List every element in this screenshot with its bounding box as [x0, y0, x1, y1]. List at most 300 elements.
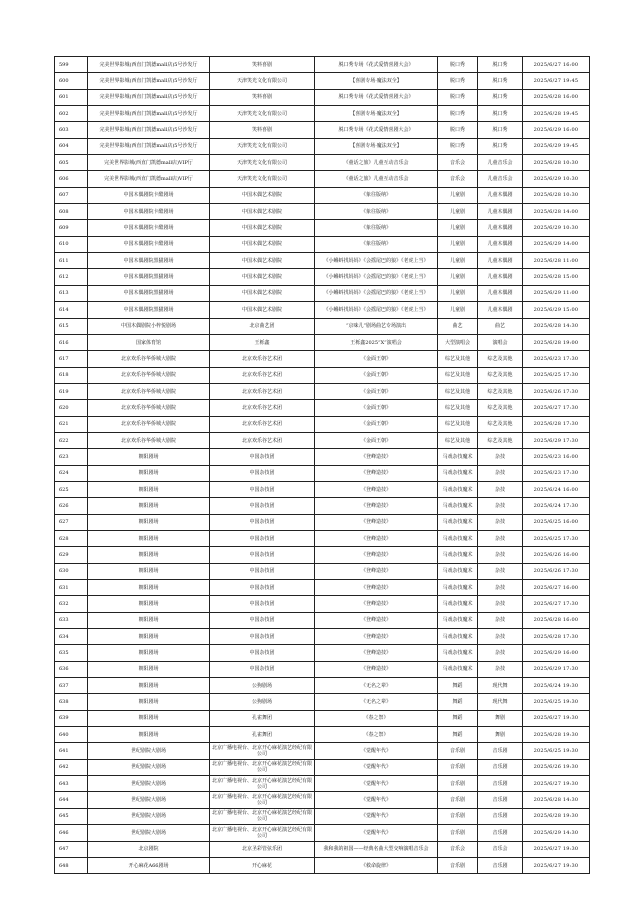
row-number-cell: 608 — [55, 204, 88, 220]
genre-cell: 马戏杂技魔术 — [438, 580, 478, 596]
venue-cell: 北京欢乐谷华侨城大剧院 — [88, 351, 210, 367]
row-number-cell: 602 — [55, 106, 88, 122]
row-number-cell: 646 — [55, 825, 88, 841]
organizer-cell: 北京广播电视台、北京开心麻花演艺经纪有限公司 — [210, 759, 315, 775]
row-number-cell: 614 — [55, 302, 88, 318]
row-number-cell: 633 — [55, 612, 88, 628]
venue-cell: 朝阳剧场 — [88, 612, 210, 628]
program-title-cell: 《登峰造技》 — [315, 629, 438, 645]
category-cell: 音乐会 — [478, 841, 523, 857]
datetime-cell: 2025/6/27 19:30 — [523, 857, 590, 873]
venue-cell: 中国木偶剧院黑猫剧场 — [88, 253, 210, 269]
datetime-cell: 2025/6/23 17:30 — [523, 351, 590, 367]
table-row — [55, 416, 590, 432]
genre-cell: 脱口秀 — [438, 57, 478, 73]
organizer-cell: 北京欢乐谷艺术团 — [210, 351, 315, 367]
datetime-cell: 2025/6/26 17:30 — [523, 383, 590, 399]
venue-cell: 世纪剧院大剧场 — [88, 792, 210, 808]
row-number-cell: 623 — [55, 449, 88, 465]
program-title-cell: 《春之祭》 — [315, 727, 438, 743]
row-number-cell: 601 — [55, 89, 88, 105]
genre-cell: 马戏杂技魔术 — [438, 514, 478, 530]
datetime-cell: 2025/6/24 17:30 — [523, 498, 590, 514]
table-row — [55, 367, 590, 383]
genre-cell: 音乐剧 — [438, 808, 478, 824]
program-title-cell: 《救命旋律》 — [315, 857, 438, 873]
venue-cell: 完美世界影城(西直门凯德mall店)5号沙发厅 — [88, 57, 210, 73]
genre-cell: 马戏杂技魔术 — [438, 612, 478, 628]
organizer-cell: 中国木偶艺术剧院 — [210, 302, 315, 318]
datetime-cell: 2025/6/25 17:30 — [523, 530, 590, 546]
organizer-cell: 开心麻花 — [210, 857, 315, 873]
row-number-cell: 622 — [55, 432, 88, 448]
datetime-cell: 2025/6/26 16:00 — [523, 547, 590, 563]
category-cell: 音乐剧 — [478, 792, 523, 808]
category-cell: 综艺及其他 — [478, 367, 523, 383]
datetime-cell: 2025/6/27 19:30 — [523, 776, 590, 792]
row-number-cell: 639 — [55, 710, 88, 726]
table-row — [55, 155, 590, 171]
organizer-cell: 天津笑光文化有限公司 — [210, 138, 315, 154]
program-title-cell: 《无名之辈》 — [315, 678, 438, 694]
venue-cell: 完美世界影城(西直门凯德mall店)VIP厅 — [88, 171, 210, 187]
organizer-cell: 北京欢乐谷艺术团 — [210, 432, 315, 448]
program-title-cell: 《觉醒年代》 — [315, 759, 438, 775]
venue-cell: 朝阳剧场 — [88, 580, 210, 596]
table-row — [55, 302, 590, 318]
organizer-cell: 北京广播电视台、北京开心麻花演艺经纪有限公司 — [210, 743, 315, 759]
table-row — [55, 808, 590, 824]
organizer-cell: 天津笑光文化有限公司 — [210, 106, 315, 122]
table-row — [55, 661, 590, 677]
organizer-cell: 中国杂技团 — [210, 661, 315, 677]
venue-cell: 朝阳剧场 — [88, 629, 210, 645]
row-number-cell: 612 — [55, 269, 88, 285]
organizer-cell: 笑料喜剧 — [210, 122, 315, 138]
datetime-cell: 2025/6/27 17:30 — [523, 596, 590, 612]
genre-cell: 儿童剧 — [438, 220, 478, 236]
genre-cell: 马戏杂技魔术 — [438, 498, 478, 514]
category-cell: 脱口秀 — [478, 89, 523, 105]
organizer-cell: 北京曲艺团 — [210, 318, 315, 334]
category-cell: 综艺及其他 — [478, 432, 523, 448]
datetime-cell: 2025/6/29 19:45 — [523, 138, 590, 154]
organizer-cell: 公狗剧场 — [210, 694, 315, 710]
program-title-cell: 《登峰造技》 — [315, 645, 438, 661]
program-title-cell: 【喜剧专场·魔法双全】 — [315, 138, 438, 154]
datetime-cell: 2025/6/24 16:00 — [523, 481, 590, 497]
row-number-cell: 620 — [55, 400, 88, 416]
datetime-cell: 2025/6/28 17:30 — [523, 629, 590, 645]
table-row — [55, 187, 590, 203]
program-title-cell: 《金面王朝》 — [315, 383, 438, 399]
program-title-cell: 《金面王朝》 — [315, 432, 438, 448]
genre-cell: 舞蹈 — [438, 727, 478, 743]
venue-cell: 朝阳剧场 — [88, 481, 210, 497]
table-row — [55, 318, 590, 334]
datetime-cell: 2025/6/29 11:00 — [523, 285, 590, 301]
genre-cell: 脱口秀 — [438, 89, 478, 105]
organizer-cell: 孔雀舞团 — [210, 727, 315, 743]
organizer-cell: 中国杂技团 — [210, 449, 315, 465]
organizer-cell: 北京广播电视台、北京开心麻花演艺经纪有限公司 — [210, 825, 315, 841]
datetime-cell: 2025/6/28 10:30 — [523, 187, 590, 203]
organizer-cell: 中国杂技团 — [210, 498, 315, 514]
row-number-cell: 616 — [55, 334, 88, 350]
row-number-cell: 625 — [55, 481, 88, 497]
organizer-cell: 中国杂技团 — [210, 530, 315, 546]
program-title-cell: 《金面王朝》 — [315, 416, 438, 432]
table-row — [55, 759, 590, 775]
genre-cell: 马戏杂技魔术 — [438, 481, 478, 497]
datetime-cell: 2025/6/23 17:30 — [523, 465, 590, 481]
datetime-cell: 2025/6/28 15:00 — [523, 269, 590, 285]
venue-cell: 世纪剧院大剧场 — [88, 776, 210, 792]
table-row — [55, 547, 590, 563]
venue-cell: 北京欢乐谷华侨城大剧院 — [88, 400, 210, 416]
program-title-cell: 《童话之旅》儿童互动音乐会 — [315, 171, 438, 187]
venue-cell: 开心麻花A66剧场 — [88, 857, 210, 873]
datetime-cell: 2025/6/28 19:00 — [523, 334, 590, 350]
row-number-cell: 615 — [55, 318, 88, 334]
table-row — [55, 57, 590, 73]
venue-cell: 完美世界影城(西直门凯德mall店)5号沙发厅 — [88, 73, 210, 89]
table-row — [55, 612, 590, 628]
row-number-cell: 618 — [55, 367, 88, 383]
genre-cell: 音乐剧 — [438, 759, 478, 775]
venue-cell: 北京欢乐谷华侨城大剧院 — [88, 416, 210, 432]
category-cell: 杂技 — [478, 547, 523, 563]
table-row — [55, 825, 590, 841]
program-title-cell: 脱口秀专场《花式爱情喜剧大会》 — [315, 89, 438, 105]
datetime-cell: 2025/6/28 11:00 — [523, 253, 590, 269]
row-number-cell: 637 — [55, 678, 88, 694]
category-cell: 儿童木偶剧 — [478, 204, 523, 220]
category-cell: 儿童木偶剧 — [478, 220, 523, 236]
venue-cell: 北京欢乐谷华侨城大剧院 — [88, 383, 210, 399]
program-title-cell: 脱口秀专场《花式爱情喜剧大会》 — [315, 122, 438, 138]
program-title-cell: 《登峰造技》 — [315, 547, 438, 563]
datetime-cell: 2025/6/28 17:30 — [523, 416, 590, 432]
venue-cell: 朝阳剧场 — [88, 498, 210, 514]
datetime-cell: 2025/6/25 17:30 — [523, 367, 590, 383]
organizer-cell: 中国杂技团 — [210, 629, 315, 645]
organizer-cell: 北京圣彩管弦乐团 — [210, 841, 315, 857]
genre-cell: 综艺及其他 — [438, 351, 478, 367]
datetime-cell: 2025/6/28 19:30 — [523, 727, 590, 743]
organizer-cell: 笑料喜剧 — [210, 57, 315, 73]
table-row — [55, 220, 590, 236]
category-cell: 杂技 — [478, 514, 523, 530]
venue-cell: 世纪剧院大剧场 — [88, 743, 210, 759]
datetime-cell: 2025/6/25 19:30 — [523, 743, 590, 759]
table-row — [55, 383, 590, 399]
venue-cell: 完美世界影城(西直门凯德mall店)5号沙发厅 — [88, 138, 210, 154]
table-row — [55, 106, 590, 122]
venue-cell: 朝阳剧场 — [88, 661, 210, 677]
venue-cell: 朝阳剧场 — [88, 710, 210, 726]
venue-cell: 朝阳剧场 — [88, 563, 210, 579]
organizer-cell: 北京欢乐谷艺术团 — [210, 383, 315, 399]
venue-cell: 朝阳剧场 — [88, 727, 210, 743]
program-title-cell: 《觉醒年代》 — [315, 743, 438, 759]
datetime-cell: 2025/6/29 17:30 — [523, 661, 590, 677]
category-cell: 杂技 — [478, 645, 523, 661]
table-row — [55, 710, 590, 726]
organizer-cell: 笑料喜剧 — [210, 89, 315, 105]
datetime-cell: 2025/6/25 19:30 — [523, 694, 590, 710]
datetime-cell: 2025/6/28 14:00 — [523, 204, 590, 220]
category-cell: 杂技 — [478, 629, 523, 645]
datetime-cell: 2025/6/27 19:30 — [523, 710, 590, 726]
category-cell: 舞剧 — [478, 727, 523, 743]
organizer-cell: 中国木偶艺术剧院 — [210, 204, 315, 220]
venue-cell: 世纪剧院大剧场 — [88, 759, 210, 775]
organizer-cell: 北京广播电视台、北京开心麻花演艺经纪有限公司 — [210, 776, 315, 792]
organizer-cell: 中国木偶艺术剧院 — [210, 285, 315, 301]
organizer-cell: 北京广播电视台、北京开心麻花演艺经纪有限公司 — [210, 808, 315, 824]
venue-cell: 北京剧院 — [88, 841, 210, 857]
genre-cell: 综艺及其他 — [438, 367, 478, 383]
genre-cell: 音乐剧 — [438, 857, 478, 873]
program-title-cell: 【喜剧专场·魔法双全】 — [315, 73, 438, 89]
program-title-cell: 《觉醒年代》 — [315, 776, 438, 792]
genre-cell: 音乐剧 — [438, 792, 478, 808]
genre-cell: 脱口秀 — [438, 73, 478, 89]
datetime-cell: 2025/6/28 19:45 — [523, 106, 590, 122]
venue-cell: 中国木偶剧院卡酷剧场 — [88, 187, 210, 203]
program-title-cell: 《童话之旅》儿童互动音乐会 — [315, 155, 438, 171]
row-number-cell: 627 — [55, 514, 88, 530]
venue-cell: 中国木偶剧院卡酷剧场 — [88, 204, 210, 220]
datetime-cell: 2025/6/27 16:00 — [523, 580, 590, 596]
organizer-cell: 北京欢乐谷艺术团 — [210, 367, 315, 383]
venue-cell: 朝阳剧场 — [88, 530, 210, 546]
datetime-cell: 2025/6/28 19:30 — [523, 808, 590, 824]
table-row — [55, 204, 590, 220]
datetime-cell: 2025/6/28 14:30 — [523, 792, 590, 808]
row-number-cell: 626 — [55, 498, 88, 514]
category-cell: 现代舞 — [478, 678, 523, 694]
datetime-cell: 2025/6/28 16:00 — [523, 89, 590, 105]
venue-cell: 完美世界影城(西直门凯德mall店)5号沙发厅 — [88, 122, 210, 138]
program-title-cell: 《登峰造技》 — [315, 498, 438, 514]
venue-cell: 中国木偶剧院黑猫剧场 — [88, 302, 210, 318]
program-title-cell: 我和我的祖国——经典名曲大型交响演唱音乐会 — [315, 841, 438, 857]
row-number-cell: 611 — [55, 253, 88, 269]
program-title-cell: 《春之祭》 — [315, 710, 438, 726]
row-number-cell: 644 — [55, 792, 88, 808]
venue-cell: 中国木偶剧院卡酷剧场 — [88, 220, 210, 236]
genre-cell: 儿童剧 — [438, 269, 478, 285]
venue-cell: 北京欢乐谷华侨城大剧院 — [88, 367, 210, 383]
organizer-cell: 天津笑光文化有限公司 — [210, 155, 315, 171]
genre-cell: 马戏杂技魔术 — [438, 449, 478, 465]
row-number-cell: 603 — [55, 122, 88, 138]
datetime-cell: 2025/6/25 16:00 — [523, 514, 590, 530]
program-title-cell: 《登峰造技》 — [315, 596, 438, 612]
category-cell: 综艺及其他 — [478, 416, 523, 432]
genre-cell: 儿童剧 — [438, 204, 478, 220]
program-title-cell: 《登峰造技》 — [315, 465, 438, 481]
venue-cell: 中国木偶剧院黑猫剧场 — [88, 285, 210, 301]
category-cell: 音乐剧 — [478, 743, 523, 759]
category-cell: 杂技 — [478, 563, 523, 579]
genre-cell: 音乐剧 — [438, 743, 478, 759]
program-title-cell: 《觉醒年代》 — [315, 808, 438, 824]
row-number-cell: 599 — [55, 57, 88, 73]
genre-cell: 儿童剧 — [438, 187, 478, 203]
genre-cell: 儿童剧 — [438, 285, 478, 301]
row-number-cell: 638 — [55, 694, 88, 710]
genre-cell: 综艺及其他 — [438, 432, 478, 448]
datetime-cell: 2025/6/29 16:00 — [523, 122, 590, 138]
venue-cell: 中国木偶剧院黑猫剧场 — [88, 269, 210, 285]
table-row — [55, 449, 590, 465]
program-title-cell: 《金面王朝》 — [315, 351, 438, 367]
program-title-cell: 《登峰造技》 — [315, 612, 438, 628]
organizer-cell: 王栎鑫 — [210, 334, 315, 350]
table-row — [55, 285, 590, 301]
genre-cell: 脱口秀 — [438, 122, 478, 138]
category-cell: 脱口秀 — [478, 106, 523, 122]
genre-cell: 马戏杂技魔术 — [438, 530, 478, 546]
datetime-cell: 2025/6/29 16:00 — [523, 645, 590, 661]
table-row — [55, 138, 590, 154]
category-cell: 儿童音乐会 — [478, 155, 523, 171]
table-row — [55, 351, 590, 367]
genre-cell: 音乐会 — [438, 841, 478, 857]
organizer-cell: 中国木偶艺术剧院 — [210, 253, 315, 269]
category-cell: 儿童木偶剧 — [478, 236, 523, 252]
venue-cell: 北京欢乐谷华侨城大剧院 — [88, 432, 210, 448]
table-row — [55, 253, 590, 269]
category-cell: 儿童木偶剧 — [478, 302, 523, 318]
row-number-cell: 628 — [55, 530, 88, 546]
organizer-cell: 北京欢乐谷艺术团 — [210, 416, 315, 432]
category-cell: 现代舞 — [478, 694, 523, 710]
genre-cell: 马戏杂技魔术 — [438, 563, 478, 579]
venue-cell: 朝阳剧场 — [88, 596, 210, 612]
performance-table — [54, 56, 590, 874]
program-title-cell: 《无名之辈》 — [315, 694, 438, 710]
table-row — [55, 432, 590, 448]
category-cell: 杂技 — [478, 465, 523, 481]
category-cell: 脱口秀 — [478, 57, 523, 73]
datetime-cell: 2025/6/24 19:30 — [523, 678, 590, 694]
organizer-cell: 中国木偶艺术剧院 — [210, 236, 315, 252]
program-title-cell: 《金面王朝》 — [315, 400, 438, 416]
table-row — [55, 841, 590, 857]
genre-cell: 音乐会 — [438, 155, 478, 171]
venue-cell: 完美世界影城(西直门凯德mall店)VIP厅 — [88, 155, 210, 171]
schedule-sheet — [54, 56, 589, 874]
row-number-cell: 604 — [55, 138, 88, 154]
table-row — [55, 596, 590, 612]
program-title-cell: 《登峰造技》 — [315, 530, 438, 546]
datetime-cell: 2025/6/29 10:30 — [523, 220, 590, 236]
genre-cell: 综艺及其他 — [438, 416, 478, 432]
program-title-cell: 《象往版纳》 — [315, 187, 438, 203]
organizer-cell: 中国杂技团 — [210, 547, 315, 563]
program-title-cell: 《觉醒年代》 — [315, 792, 438, 808]
row-number-cell: 605 — [55, 155, 88, 171]
category-cell: 杂技 — [478, 498, 523, 514]
table-row — [55, 89, 590, 105]
row-number-cell: 629 — [55, 547, 88, 563]
category-cell: 儿童木偶剧 — [478, 285, 523, 301]
genre-cell: 综艺及其他 — [438, 400, 478, 416]
program-title-cell: 《登峰造技》 — [315, 580, 438, 596]
row-number-cell: 636 — [55, 661, 88, 677]
genre-cell: 儿童剧 — [438, 236, 478, 252]
table-row — [55, 481, 590, 497]
venue-cell: 朝阳剧场 — [88, 645, 210, 661]
row-number-cell: 630 — [55, 563, 88, 579]
genre-cell: 脱口秀 — [438, 138, 478, 154]
genre-cell: 音乐剧 — [438, 776, 478, 792]
row-number-cell: 607 — [55, 187, 88, 203]
venue-cell: 中国木偶剧院卡酷剧场 — [88, 236, 210, 252]
table-row — [55, 334, 590, 350]
table-row — [55, 498, 590, 514]
datetime-cell: 2025/6/27 19:30 — [523, 841, 590, 857]
table-row — [55, 629, 590, 645]
program-title-cell: 《小蝌蚪找妈妈》《会摇尾巴的狼》《老虎上当》 — [315, 253, 438, 269]
organizer-cell: 北京欢乐谷艺术团 — [210, 400, 315, 416]
table-row — [55, 792, 590, 808]
venue-cell: 朝阳剧场 — [88, 694, 210, 710]
genre-cell: 马戏杂技魔术 — [438, 645, 478, 661]
genre-cell: 舞蹈 — [438, 694, 478, 710]
program-title-cell: “京味儿”剧场曲艺专场演出 — [315, 318, 438, 334]
table-row — [55, 269, 590, 285]
venue-cell: 国家体育馆 — [88, 334, 210, 350]
category-cell: 杂技 — [478, 612, 523, 628]
category-cell: 杂技 — [478, 580, 523, 596]
datetime-cell: 2025/6/29 15:00 — [523, 302, 590, 318]
row-number-cell: 641 — [55, 743, 88, 759]
row-number-cell: 635 — [55, 645, 88, 661]
category-cell: 曲艺 — [478, 318, 523, 334]
category-cell: 音乐剧 — [478, 808, 523, 824]
organizer-cell: 中国杂技团 — [210, 481, 315, 497]
genre-cell: 马戏杂技魔术 — [438, 465, 478, 481]
venue-cell: 朝阳剧场 — [88, 514, 210, 530]
row-number-cell: 632 — [55, 596, 88, 612]
datetime-cell: 2025/6/29 17:30 — [523, 432, 590, 448]
venue-cell: 朝阳剧场 — [88, 465, 210, 481]
venue-cell: 朝阳剧场 — [88, 547, 210, 563]
program-title-cell: 《小蝌蚪找妈妈》《会摇尾巴的狼》《老虎上当》 — [315, 302, 438, 318]
row-number-cell: 634 — [55, 629, 88, 645]
category-cell: 杂技 — [478, 481, 523, 497]
table-row — [55, 857, 590, 873]
category-cell: 脱口秀 — [478, 138, 523, 154]
category-cell: 儿童音乐会 — [478, 171, 523, 187]
program-title-cell: 《金面王朝》 — [315, 367, 438, 383]
venue-cell: 朝阳剧场 — [88, 678, 210, 694]
program-title-cell: 《登峰造技》 — [315, 514, 438, 530]
table-row — [55, 465, 590, 481]
row-number-cell: 640 — [55, 727, 88, 743]
organizer-cell: 中国杂技团 — [210, 612, 315, 628]
organizer-cell: 孔雀舞团 — [210, 710, 315, 726]
category-cell: 综艺及其他 — [478, 383, 523, 399]
row-number-cell: 609 — [55, 220, 88, 236]
organizer-cell: 中国木偶艺术剧院 — [210, 269, 315, 285]
venue-cell: 完美世界影城(西直门凯德mall店)5号沙发厅 — [88, 89, 210, 105]
